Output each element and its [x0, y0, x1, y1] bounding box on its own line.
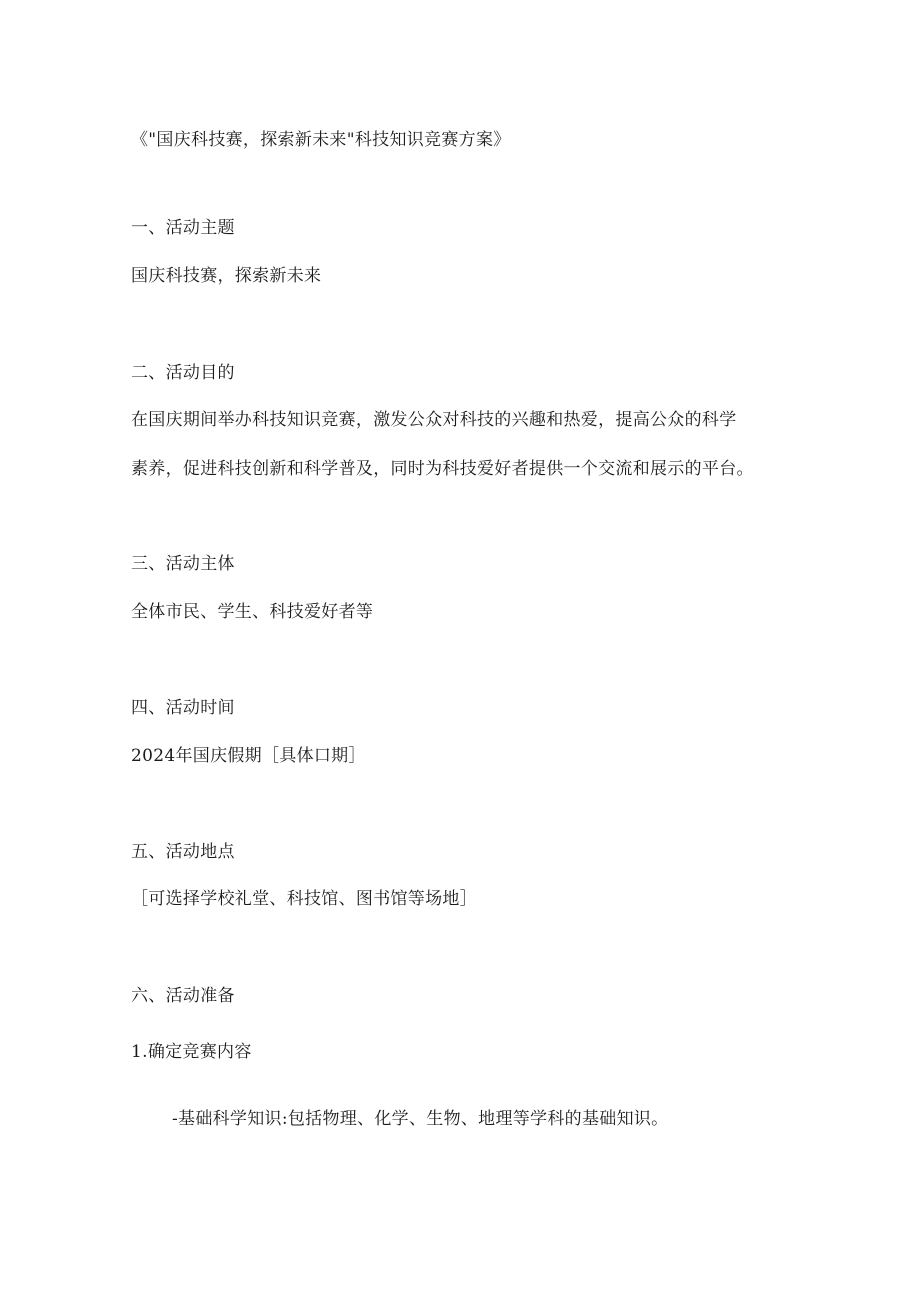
- section-body-theme: 国庆科技赛，探索新未来: [131, 266, 322, 286]
- document-title: 《"国庆科技赛，探索新未来"科技知识竞赛方案》: [131, 130, 511, 150]
- section-heading-time: 四、活动时间: [131, 698, 235, 718]
- section-body-purpose-line1: 在国庆期间举办科技知识竞赛，激发公众对科技的兴趣和热爱，提高公众的科学: [131, 410, 737, 430]
- section-heading-purpose: 二、活动目的: [131, 363, 235, 383]
- section-heading-location: 五、活动地点: [131, 842, 235, 862]
- preparation-subitem-basic-science: -基础科学知识:包括物理、化学、生物、地理等学科的基础知识。: [172, 1109, 669, 1129]
- section-body-participants: 全体市民、学生、科技爱好者等: [131, 602, 374, 622]
- section-body-purpose-line2: 素养，促进科技创新和科学普及，同时为科技爱好者提供一个交流和展示的平台。: [131, 459, 754, 479]
- section-heading-participants: 三、活动主体: [131, 554, 235, 574]
- section-heading-theme: 一、活动主题: [131, 218, 235, 238]
- preparation-item-1: 1.确定竞赛内容: [131, 1042, 252, 1062]
- section-body-location: ［可选择学校礼堂、科技馆、图书馆等场地］: [131, 889, 477, 909]
- section-heading-preparation: 六、活动准备: [131, 986, 235, 1006]
- section-body-time: 2024年国庆假期［具体口期］: [131, 746, 366, 766]
